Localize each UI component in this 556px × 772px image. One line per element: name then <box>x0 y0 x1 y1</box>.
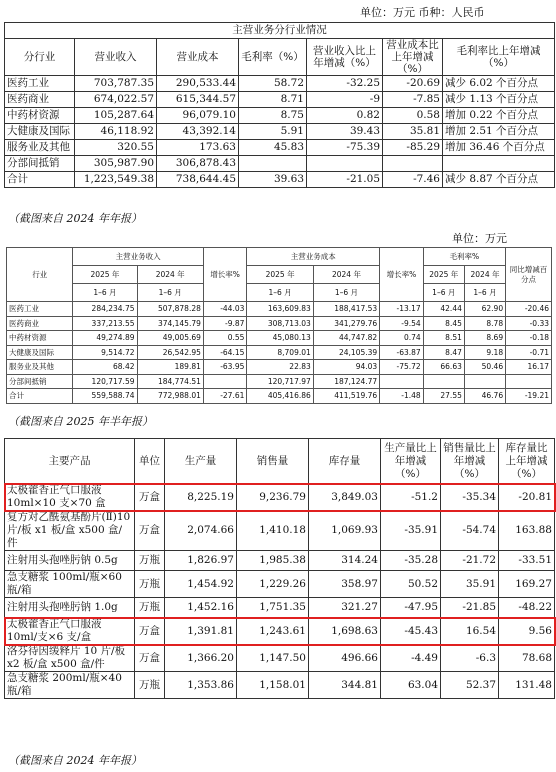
t2-h-yoy: 同比增减百分点 <box>506 248 552 302</box>
t1-caption: （截图来自 2024 年年报） <box>8 212 142 225</box>
table-row <box>5 598 555 618</box>
t3-value-cell: 52.37 <box>441 672 499 699</box>
t3-value-cell: 1,158.01 <box>237 672 309 699</box>
t3-value-cell: 万盒 <box>135 511 165 551</box>
t2-value-cell: 507,878.28 <box>137 302 203 317</box>
t3-value-cell: 358.97 <box>309 571 381 598</box>
t2-h-2025-b: 2025 年 <box>247 266 313 284</box>
t3-caption: （截图来自 2024 年年报） <box>8 754 142 767</box>
t1-header-cell: 毛利率（%） <box>239 39 307 76</box>
t1-value-cell: 105,287.64 <box>75 108 157 124</box>
t1-value-cell: 615,344.57 <box>157 92 239 108</box>
table-row <box>5 571 555 598</box>
t3-value-cell: 16.54 <box>441 618 499 645</box>
t2-value-cell <box>423 374 464 389</box>
t2-unit-label: 单位：万元 <box>452 232 507 245</box>
t3-value-cell: 169.27 <box>499 571 555 598</box>
t3-value-cell: 314.24 <box>309 551 381 571</box>
t3-product-name: 注射用头孢唑肟钠 1.0g <box>5 598 135 618</box>
t2-value-cell: 8.47 <box>423 345 464 360</box>
t2-h-period-3: 1–6 月 <box>247 284 313 302</box>
t2-h-2024-b: 2024 年 <box>313 266 379 284</box>
table-row <box>5 172 555 188</box>
t3-product-name: 急支糖浆 100ml/瓶×60 瓶/箱 <box>5 571 135 598</box>
t3-value-cell: 1,243.61 <box>237 618 309 645</box>
t3-value-cell: 万瓶 <box>135 551 165 571</box>
t3-value-cell: 2,074.66 <box>165 511 237 551</box>
t2-value-cell: 9.18 <box>464 345 505 360</box>
t3-product-name: 太极藿香正气口服液 10ml/支×6 支/盒 <box>5 618 135 645</box>
t1-value-cell: 39.63 <box>239 172 307 188</box>
t2-value-cell: -20.46 <box>506 302 552 317</box>
t3-value-cell: -54.74 <box>441 511 499 551</box>
t1-value-cell: 39.43 <box>307 124 383 140</box>
table-row <box>5 645 555 672</box>
t1-row-label: 合计 <box>5 172 75 188</box>
t2-value-cell: 189.81 <box>137 360 203 375</box>
t3-value-cell: 1,353.86 <box>165 672 237 699</box>
t2-value-cell: 772,988.01 <box>137 389 203 404</box>
t1-value-cell: 46,118.92 <box>75 124 157 140</box>
t3-value-cell: 131.48 <box>499 672 555 699</box>
t3-value-cell: -35.28 <box>381 551 441 571</box>
t3-value-cell: -21.85 <box>441 598 499 618</box>
t1-value-cell <box>383 156 443 172</box>
t3-value-cell: 3,849.03 <box>309 484 381 511</box>
t3-header-cell: 生产量比上年增减（%） <box>381 439 441 484</box>
t2-value-cell: 68.42 <box>73 360 137 375</box>
t3-value-cell: 1,454.92 <box>165 571 237 598</box>
t1-value-cell: -20.69 <box>383 76 443 92</box>
industry-revenue-table-2025h1 <box>6 247 552 404</box>
t2-value-cell: 8.78 <box>464 316 505 331</box>
table-row <box>5 124 555 140</box>
t2-h-2024-c: 2024 年 <box>464 266 505 284</box>
t2-value-cell: 163,609.83 <box>247 302 313 317</box>
t2-row-label: 医药工业 <box>7 302 73 317</box>
t1-value-cell: 减少 6.02 个百分点 <box>443 76 555 92</box>
t1-value-cell: 减少 1.13 个百分点 <box>443 92 555 108</box>
t3-product-name: 注射用头孢唑肟钠 0.5g <box>5 551 135 571</box>
t2-value-cell: -63.95 <box>203 360 247 375</box>
t2-h-period-2: 1–6 月 <box>137 284 203 302</box>
t2-value-cell: 120,717.59 <box>73 374 137 389</box>
t2-value-cell: 94.03 <box>313 360 379 375</box>
highlighted-table-row <box>5 484 555 511</box>
table-row <box>5 672 555 699</box>
table-row <box>5 156 555 172</box>
t2-value-cell: 8.51 <box>423 331 464 346</box>
t3-value-cell: 50.52 <box>381 571 441 598</box>
t1-value-cell: -9 <box>307 92 383 108</box>
t1-unit-label: 单位：万元 币种：人民币 <box>360 6 485 19</box>
t2-h-period-4: 1–6 月 <box>313 284 379 302</box>
t3-value-cell: 1,069.93 <box>309 511 381 551</box>
t2-value-cell: 42.44 <box>423 302 464 317</box>
t2-value-cell: -27.61 <box>203 389 247 404</box>
t3-value-cell: -6.3 <box>441 645 499 672</box>
t2-value-cell: -13.17 <box>380 302 424 317</box>
t1-row-label: 大健康及国际 <box>5 124 75 140</box>
t3-value-cell: 496.66 <box>309 645 381 672</box>
t2-value-cell: -63.87 <box>380 345 424 360</box>
t1-value-cell: 0.58 <box>383 108 443 124</box>
t2-h-growth-1: 增长率% <box>203 248 247 302</box>
table-row <box>7 302 552 317</box>
table-row <box>5 511 555 551</box>
t2-h-cost: 主营业务成本 <box>247 248 380 266</box>
t3-value-cell: 1,985.38 <box>237 551 309 571</box>
t2-value-cell: 411,519.76 <box>313 389 379 404</box>
t2-row-label: 分部间抵销 <box>7 374 73 389</box>
t3-value-cell: -35.34 <box>441 484 499 511</box>
t3-value-cell: 1,452.16 <box>165 598 237 618</box>
t3-value-cell: 1,410.18 <box>237 511 309 551</box>
t2-h-period-5: 1–6 月 <box>423 284 464 302</box>
t3-value-cell: 344.81 <box>309 672 381 699</box>
t2-value-cell: 341,279.76 <box>313 316 379 331</box>
industry-revenue-table-2024 <box>4 22 555 188</box>
t2-value-cell: 308,713.03 <box>247 316 313 331</box>
t1-row-label: 分部间抵销 <box>5 156 75 172</box>
table-row <box>7 345 552 360</box>
t3-value-cell: 万瓶 <box>135 598 165 618</box>
t2-value-cell: 337,213.55 <box>73 316 137 331</box>
t1-value-cell: 738,644.45 <box>157 172 239 188</box>
t3-value-cell: 1,229.26 <box>237 571 309 598</box>
t3-value-cell: -51.2 <box>381 484 441 511</box>
t2-value-cell: -0.18 <box>506 331 552 346</box>
t3-header-cell: 生产量 <box>165 439 237 484</box>
t2-value-cell: -0.33 <box>506 316 552 331</box>
t3-value-cell: 万盒 <box>135 618 165 645</box>
t2-h-2025-c: 2025 年 <box>423 266 464 284</box>
table-row <box>5 140 555 156</box>
t2-value-cell: -1.48 <box>380 389 424 404</box>
t2-caption: （截图来自 2025 年半年报） <box>8 415 153 428</box>
t3-value-cell: 1,698.63 <box>309 618 381 645</box>
t2-value-cell: 8,709.01 <box>247 345 313 360</box>
t3-value-cell: -21.72 <box>441 551 499 571</box>
t3-header-cell: 库存量 <box>309 439 381 484</box>
t2-value-cell: -0.71 <box>506 345 552 360</box>
t3-product-name: 洛芬待因缓释片 10 片/板 x2 板/盒 x500 盒/件 <box>5 645 135 672</box>
t3-value-cell: 1,366.20 <box>165 645 237 672</box>
t1-title: 主营业务分行业情况 <box>5 23 555 39</box>
t1-value-cell: 0.82 <box>307 108 383 124</box>
t2-h-revenue: 主营业务收入 <box>73 248 204 266</box>
t3-value-cell: -35.91 <box>381 511 441 551</box>
t2-value-cell <box>203 374 247 389</box>
t1-value-cell: 305,987.90 <box>75 156 157 172</box>
t1-value-cell: 45.83 <box>239 140 307 156</box>
t1-row-label: 医药商业 <box>5 92 75 108</box>
t2-row-label: 医药商业 <box>7 316 73 331</box>
t2-value-cell: 49,005.69 <box>137 331 203 346</box>
t3-value-cell: 78.68 <box>499 645 555 672</box>
t1-row-label: 中药材资源 <box>5 108 75 124</box>
t3-header-cell: 销售量 <box>237 439 309 484</box>
t2-value-cell: 374,145.79 <box>137 316 203 331</box>
t3-value-cell: 63.04 <box>381 672 441 699</box>
t1-value-cell: 35.81 <box>383 124 443 140</box>
t2-h-period-6: 1–6 月 <box>464 284 505 302</box>
t3-value-cell: 9.56 <box>499 618 555 645</box>
t1-header-cell: 营业收入 <box>75 39 157 76</box>
t3-value-cell: 1,751.35 <box>237 598 309 618</box>
t2-value-cell <box>380 374 424 389</box>
t3-value-cell: 321.27 <box>309 598 381 618</box>
t2-value-cell: -9.87 <box>203 316 247 331</box>
table-row <box>7 331 552 346</box>
t2-value-cell: 27.55 <box>423 389 464 404</box>
t2-value-cell: 120,717.97 <box>247 374 313 389</box>
t2-row-label: 合计 <box>7 389 73 404</box>
t1-value-cell: -7.46 <box>383 172 443 188</box>
t3-value-cell: -33.51 <box>499 551 555 571</box>
t2-row-label: 服务业及其他 <box>7 360 73 375</box>
t3-product-name: 太极藿香正气口服液 10ml×10 支×70 盒 <box>5 484 135 511</box>
t2-value-cell: 46.76 <box>464 389 505 404</box>
table-row <box>5 92 555 108</box>
t2-value-cell: 405,416.86 <box>247 389 313 404</box>
t2-value-cell: -19.21 <box>506 389 552 404</box>
t1-value-cell: 8.75 <box>239 108 307 124</box>
t2-value-cell: -9.54 <box>380 316 424 331</box>
t1-value-cell: 5.91 <box>239 124 307 140</box>
t3-value-cell: 1,826.97 <box>165 551 237 571</box>
t2-value-cell: 284,234.75 <box>73 302 137 317</box>
t2-value-cell: 0.55 <box>203 331 247 346</box>
t2-value-cell <box>506 374 552 389</box>
t3-value-cell: -48.22 <box>499 598 555 618</box>
t2-value-cell: 16.17 <box>506 360 552 375</box>
t2-value-cell: 49,274.89 <box>73 331 137 346</box>
t3-value-cell: 万瓶 <box>135 672 165 699</box>
t1-value-cell <box>307 156 383 172</box>
t2-h-industry: 行业 <box>7 248 73 302</box>
t1-value-cell: 43,392.14 <box>157 124 239 140</box>
t3-value-cell: 万瓶 <box>135 571 165 598</box>
t2-h-2025-a: 2025 年 <box>73 266 137 284</box>
t2-value-cell: 8.69 <box>464 331 505 346</box>
t2-value-cell: 184,774.51 <box>137 374 203 389</box>
t3-value-cell: 35.91 <box>441 571 499 598</box>
t1-value-cell: 58.72 <box>239 76 307 92</box>
t3-value-cell: -45.43 <box>381 618 441 645</box>
table-row <box>7 316 552 331</box>
t2-h-growth-2: 增长率% <box>380 248 424 302</box>
t2-value-cell: 8.45 <box>423 316 464 331</box>
t1-value-cell: -32.25 <box>307 76 383 92</box>
t3-value-cell: 1,391.81 <box>165 618 237 645</box>
t3-value-cell: 8,225.19 <box>165 484 237 511</box>
t2-row-label: 大健康及国际 <box>7 345 73 360</box>
t1-value-cell <box>443 156 555 172</box>
table-row <box>7 360 552 375</box>
table-row <box>5 108 555 124</box>
t3-value-cell: -20.81 <box>499 484 555 511</box>
t3-product-name: 复方对乙酰氨基酚片(Ⅱ)10 片/板 x1 板/盒 x500 盒/件 <box>5 511 135 551</box>
t2-h-margin: 毛利率% <box>423 248 505 266</box>
t1-value-cell: 674,022.57 <box>75 92 157 108</box>
t1-value-cell: 703,787.35 <box>75 76 157 92</box>
t1-value-cell: 306,878.43 <box>157 156 239 172</box>
t3-value-cell: 9,236.79 <box>237 484 309 511</box>
table-row <box>7 389 552 404</box>
t2-value-cell: -64.15 <box>203 345 247 360</box>
t3-header-cell: 库存量比上年增减（%） <box>499 439 555 484</box>
t2-value-cell: -75.72 <box>380 360 424 375</box>
t3-value-cell: 163.88 <box>499 511 555 551</box>
t2-h-2024-a: 2024 年 <box>137 266 203 284</box>
t1-value-cell: 8.71 <box>239 92 307 108</box>
t2-value-cell: 44,747.82 <box>313 331 379 346</box>
t3-header-cell: 单位 <box>135 439 165 484</box>
t1-value-cell: 增加 2.51 个百分点 <box>443 124 555 140</box>
t2-value-cell: 187,124.77 <box>313 374 379 389</box>
t1-header-cell: 营业收入比上年增减（%） <box>307 39 383 76</box>
t2-value-cell: 66.63 <box>423 360 464 375</box>
t1-value-cell: 增加 36.46 个百分点 <box>443 140 555 156</box>
t2-value-cell: 9,514.72 <box>73 345 137 360</box>
t2-value-cell: 62.90 <box>464 302 505 317</box>
t1-header-cell: 营业成本比上年增减（%） <box>383 39 443 76</box>
t1-row-label: 医药工业 <box>5 76 75 92</box>
t1-value-cell: -7.85 <box>383 92 443 108</box>
t2-row-label: 中药材资源 <box>7 331 73 346</box>
t3-header-cell: 销售量比上年增减（%） <box>441 439 499 484</box>
t2-value-cell: 24,105.39 <box>313 345 379 360</box>
t2-value-cell: 188,417.53 <box>313 302 379 317</box>
t3-value-cell: 1,147.50 <box>237 645 309 672</box>
product-output-table-2024 <box>4 438 555 699</box>
t1-value-cell: 173.63 <box>157 140 239 156</box>
t2-h-period-1: 1–6 月 <box>73 284 137 302</box>
t1-value-cell: 96,079.10 <box>157 108 239 124</box>
t1-value-cell <box>239 156 307 172</box>
t1-value-cell: -75.39 <box>307 140 383 156</box>
t2-value-cell: -44.03 <box>203 302 247 317</box>
t2-value-cell: 45,080.13 <box>247 331 313 346</box>
t1-header-cell: 分行业 <box>5 39 75 76</box>
t1-header-cell: 营业成本 <box>157 39 239 76</box>
t1-value-cell: -21.05 <box>307 172 383 188</box>
t1-row-label: 服务业及其他 <box>5 140 75 156</box>
table-row <box>7 374 552 389</box>
t1-value-cell: 320.55 <box>75 140 157 156</box>
t3-product-name: 急支糖浆 200ml/瓶×40 瓶/箱 <box>5 672 135 699</box>
t2-value-cell: 26,542.95 <box>137 345 203 360</box>
table-row <box>5 551 555 571</box>
t1-value-cell: 减少 8.87 个百分点 <box>443 172 555 188</box>
table-row <box>5 76 555 92</box>
t3-value-cell: -4.49 <box>381 645 441 672</box>
t3-header-cell: 主要产品 <box>5 439 135 484</box>
highlighted-table-row <box>5 618 555 645</box>
t2-value-cell: 0.74 <box>380 331 424 346</box>
t2-value-cell: 559,588.74 <box>73 389 137 404</box>
t2-value-cell: 22.83 <box>247 360 313 375</box>
t3-value-cell: 万盒 <box>135 484 165 511</box>
t3-value-cell: -47.95 <box>381 598 441 618</box>
t1-value-cell: 290,533.44 <box>157 76 239 92</box>
t2-value-cell: 50.46 <box>464 360 505 375</box>
t2-value-cell <box>464 374 505 389</box>
t1-value-cell: 1,223,549.38 <box>75 172 157 188</box>
t1-header-cell: 毛利率比上年增减（%） <box>443 39 555 76</box>
t1-value-cell: 增加 0.22 个百分点 <box>443 108 555 124</box>
t1-value-cell: -85.29 <box>383 140 443 156</box>
t3-value-cell: 万盒 <box>135 645 165 672</box>
